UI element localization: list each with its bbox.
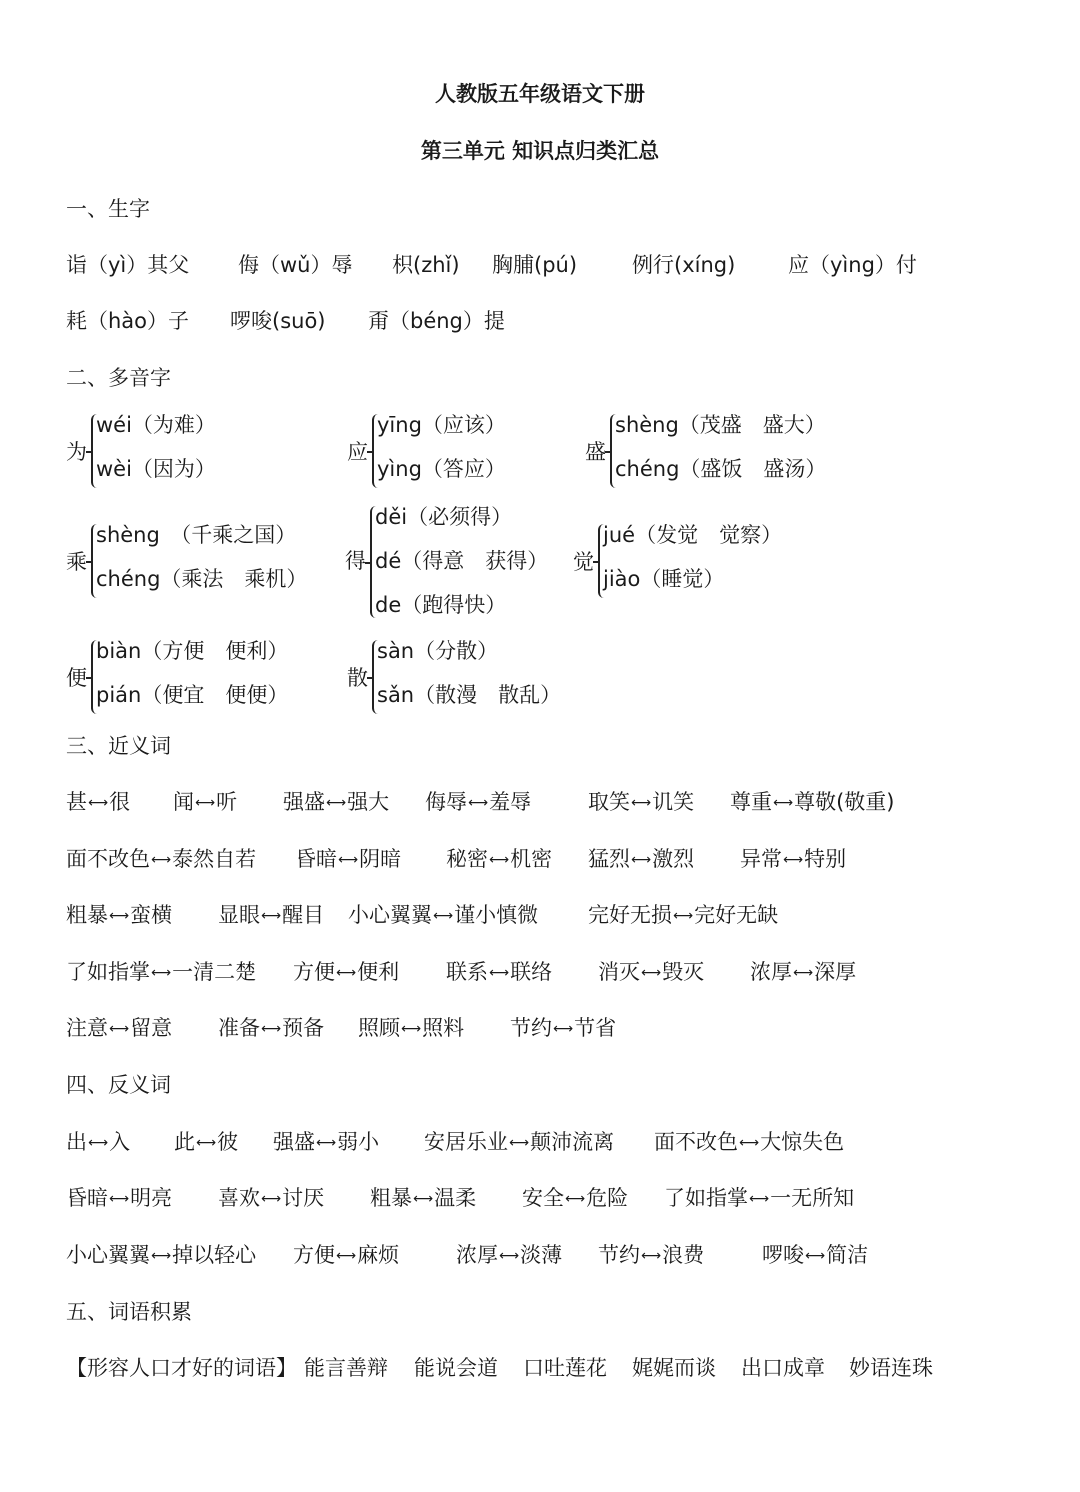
- double-arrow-icon: ⟷: [261, 908, 282, 924]
- double-arrow-icon: ⟷: [151, 852, 172, 868]
- double-arrow-icon: ⟷: [413, 1191, 434, 1207]
- polyphone-reading: pián（便宜 便便）: [96, 683, 289, 707]
- double-arrow-icon: ⟷: [673, 908, 694, 924]
- double-arrow-icon: ⟷: [151, 965, 172, 981]
- synonym-pair: [740, 844, 846, 875]
- double-arrow-icon: ⟷: [749, 1191, 770, 1207]
- word: 注意: [66, 1016, 108, 1040]
- word: 掉以轻心: [172, 1243, 257, 1267]
- double-arrow-icon: ⟷: [336, 1248, 357, 1264]
- section-heading-duoyinzi: 二、多音字: [66, 366, 171, 390]
- double-arrow-icon: ⟷: [316, 1135, 337, 1151]
- word: 大惊失色: [760, 1130, 845, 1154]
- word: 闻: [173, 790, 194, 814]
- polyphone-reading: sàn（分散）: [377, 639, 499, 663]
- double-arrow-icon: ⟷: [631, 795, 652, 811]
- double-arrow-icon: ⟷: [489, 852, 510, 868]
- antonym-pair: [654, 1127, 844, 1158]
- word: 阴暗: [359, 847, 402, 871]
- antonym-pair: [762, 1240, 868, 1271]
- synonym-pair: [358, 1013, 464, 1044]
- word: 粗暴: [370, 1186, 412, 1210]
- synonym-pair: [293, 957, 399, 988]
- word: 浓厚: [750, 960, 792, 984]
- antonym-pair: [218, 1183, 324, 1214]
- word: 侮辱: [425, 790, 467, 814]
- word: 小心翼翼: [348, 903, 432, 927]
- double-arrow-icon: ⟷: [509, 1135, 530, 1151]
- word: 温柔: [434, 1186, 477, 1210]
- word: 强大: [347, 790, 390, 814]
- ciyu-word: 口吐莲花: [523, 1356, 607, 1380]
- word: 面不改色: [654, 1130, 738, 1154]
- double-arrow-icon: ⟷: [565, 1191, 586, 1207]
- word: 入: [109, 1130, 131, 1154]
- ciyu-word: 妙语连珠: [849, 1356, 933, 1380]
- antonym-pair: [456, 1240, 562, 1271]
- double-arrow-icon: ⟷: [336, 965, 357, 981]
- antonym-pair: [66, 1240, 256, 1271]
- word: 尊重: [730, 790, 772, 814]
- word: 听: [216, 790, 238, 814]
- section-heading-ciyujilei: 五、词语积累: [66, 1300, 192, 1324]
- synonym-pair: [173, 787, 237, 818]
- polyphone-reading: wèi（因为）: [96, 457, 216, 481]
- shengzi-item: 诣（yì）其父: [66, 253, 190, 277]
- document-title: 人教版五年级语文下册: [435, 82, 645, 106]
- word: 留意: [130, 1016, 173, 1040]
- word: 安全: [522, 1186, 564, 1210]
- shengzi-item: 例行(xíng): [632, 253, 736, 277]
- polyphone-reading: de（跑得快）: [375, 593, 507, 617]
- synonym-pair: [598, 957, 704, 988]
- word: 显眼: [218, 903, 260, 927]
- synonym-pair: [295, 844, 401, 875]
- double-arrow-icon: ⟷: [489, 965, 510, 981]
- double-arrow-icon: ⟷: [433, 908, 454, 924]
- polyphone-reading: chéng（盛饭 盛汤）: [615, 457, 827, 481]
- double-arrow-icon: ⟷: [468, 795, 489, 811]
- word: 照料: [422, 1016, 465, 1040]
- polyphone-reading: jiào（睡觉）: [603, 567, 725, 591]
- double-arrow-icon: ⟷: [773, 795, 794, 811]
- double-arrow-icon: ⟷: [196, 1135, 217, 1151]
- word: 机密: [510, 847, 553, 871]
- ciyu-word: 出口成章: [741, 1356, 825, 1380]
- word: 完好无缺: [694, 903, 779, 927]
- synonym-pair: [283, 787, 389, 818]
- document-subtitle: 第三单元 知识点归类汇总: [420, 139, 660, 163]
- word: 准备: [218, 1016, 260, 1040]
- polyphone-reading: wéi（为难）: [96, 413, 216, 437]
- word: 出: [66, 1130, 87, 1154]
- word: 一清二楚: [172, 960, 257, 984]
- polyphone-reading: děi（必须得）: [375, 505, 513, 529]
- word: 安居乐业: [424, 1130, 508, 1154]
- synonym-pair: [66, 900, 172, 931]
- word: 醒目: [282, 903, 325, 927]
- word: 泰然自若: [172, 847, 257, 871]
- synonym-pair: [588, 787, 694, 818]
- polyphone-reading: jué（发觉 觉察）: [603, 523, 783, 547]
- synonym-pair: [510, 1013, 616, 1044]
- double-arrow-icon: ⟷: [805, 1248, 826, 1264]
- word: 尊敬(敬重): [794, 790, 895, 814]
- word: 节约: [510, 1016, 552, 1040]
- word: 猛烈: [588, 847, 630, 871]
- double-arrow-icon: ⟷: [641, 1248, 662, 1264]
- antonym-pair: [664, 1183, 854, 1214]
- word: 此: [174, 1130, 195, 1154]
- word: 羞辱: [489, 790, 532, 814]
- synonym-pair: [730, 787, 894, 818]
- antonym-pair: [273, 1127, 379, 1158]
- antonym-pair: [598, 1240, 704, 1271]
- word: 彼: [217, 1130, 239, 1154]
- antonym-pair: [424, 1127, 614, 1158]
- word: 激烈: [652, 847, 695, 871]
- synonym-pair: [218, 1013, 324, 1044]
- synonym-pair: [446, 844, 552, 875]
- shengzi-item: 胸脯(pú): [492, 253, 578, 277]
- ciyu-category-label: 【形容人口才好的词语】: [66, 1356, 297, 1380]
- antonym-pair: [293, 1240, 399, 1271]
- antonym-pair: [66, 1183, 172, 1214]
- double-arrow-icon: ⟷: [401, 1021, 422, 1037]
- double-arrow-icon: ⟷: [109, 1191, 130, 1207]
- polyphone-char: 应: [347, 440, 368, 464]
- word: 讥笑: [652, 790, 695, 814]
- double-arrow-icon: ⟷: [499, 1248, 520, 1264]
- word: 颠沛流离: [530, 1130, 615, 1154]
- double-arrow-icon: ⟷: [109, 1021, 130, 1037]
- word: 啰唆: [762, 1243, 804, 1267]
- word: 预备: [282, 1016, 325, 1040]
- word: 节省: [574, 1016, 617, 1040]
- section-heading-jinyici: 三、近义词: [66, 734, 171, 758]
- polyphone-char: 乘: [66, 550, 87, 574]
- word: 一无所知: [770, 1186, 855, 1210]
- word: 方便: [293, 960, 335, 984]
- word: 粗暴: [66, 903, 108, 927]
- word: 甚: [66, 790, 87, 814]
- double-arrow-icon: ⟷: [641, 965, 662, 981]
- word: 联络: [510, 960, 553, 984]
- word: 浓厚: [456, 1243, 498, 1267]
- polyphone-reading: sǎn（散漫 散乱）: [377, 683, 562, 707]
- word: 蛮横: [130, 903, 173, 927]
- double-arrow-icon: ⟷: [261, 1021, 282, 1037]
- polyphone-char: 便: [66, 666, 87, 690]
- word: 消灭: [598, 960, 640, 984]
- double-arrow-icon: ⟷: [88, 795, 109, 811]
- word: 危险: [586, 1186, 629, 1210]
- word: 方便: [293, 1243, 335, 1267]
- double-arrow-icon: ⟷: [338, 852, 359, 868]
- double-arrow-icon: ⟷: [151, 1248, 172, 1264]
- polyphone-char: 盛: [585, 440, 606, 464]
- double-arrow-icon: ⟷: [109, 908, 130, 924]
- synonym-pair: [446, 957, 552, 988]
- shengzi-item: 甭（béng）提: [368, 309, 505, 333]
- polyphone-reading: shèng（茂盛 盛大）: [615, 413, 826, 437]
- synonym-pair: [218, 900, 324, 931]
- word: 取笑: [588, 790, 630, 814]
- synonym-pair: [750, 957, 856, 988]
- synonym-pair: [66, 957, 256, 988]
- word: 很: [109, 790, 131, 814]
- ciyu-word: 娓娓而谈: [632, 1356, 716, 1380]
- word: 照顾: [358, 1016, 400, 1040]
- double-arrow-icon: ⟷: [793, 965, 814, 981]
- synonym-pair: [588, 844, 694, 875]
- antonym-pair: [66, 1127, 130, 1158]
- word: 面不改色: [66, 847, 150, 871]
- section-heading-fanyici: 四、反义词: [66, 1073, 171, 1097]
- double-arrow-icon: ⟷: [783, 852, 804, 868]
- double-arrow-icon: ⟷: [195, 795, 216, 811]
- word: 喜欢: [218, 1186, 260, 1210]
- polyphone-reading: shèng （千乘之国）: [96, 523, 297, 547]
- polyphone-char: 得: [345, 549, 366, 573]
- word: 简洁: [826, 1243, 869, 1267]
- word: 便利: [357, 960, 400, 984]
- polyphone-char: 觉: [573, 550, 594, 574]
- word: 了如指掌: [66, 960, 150, 984]
- word: 强盛: [283, 790, 325, 814]
- word: 毁灭: [662, 960, 705, 984]
- shengzi-item: 耗（hào）子: [66, 309, 190, 333]
- word: 节约: [598, 1243, 640, 1267]
- word: 异常: [740, 847, 782, 871]
- double-arrow-icon: ⟷: [326, 795, 347, 811]
- polyphone-reading: yīng（应该）: [377, 413, 506, 437]
- word: 麻烦: [357, 1243, 400, 1267]
- ciyu-word: 能言善辩: [304, 1356, 388, 1380]
- word: 了如指掌: [664, 1186, 748, 1210]
- polyphone-reading: chéng（乘法 乘机）: [96, 567, 308, 591]
- word: 讨厌: [282, 1186, 325, 1210]
- polyphone-reading: yìng（答应）: [377, 457, 506, 481]
- double-arrow-icon: ⟷: [261, 1191, 282, 1207]
- shengzi-item: 侮（wǔ）辱: [238, 253, 353, 277]
- word: 谨小慎微: [454, 903, 539, 927]
- polyphone-reading: biàn（方便 便利）: [96, 639, 289, 663]
- word: 强盛: [273, 1130, 315, 1154]
- shengzi-item: 枳(zhǐ): [392, 253, 460, 277]
- double-arrow-icon: ⟷: [739, 1135, 760, 1151]
- word: 深厚: [814, 960, 857, 984]
- synonym-pair: [588, 900, 778, 931]
- word: 淡薄: [520, 1243, 563, 1267]
- word: 弱小: [337, 1130, 380, 1154]
- polyphone-reading: dé（得意 获得）: [375, 549, 549, 573]
- antonym-pair: [522, 1183, 628, 1214]
- word: 完好无损: [588, 903, 672, 927]
- shengzi-item: 啰唆(suō): [230, 309, 326, 333]
- double-arrow-icon: ⟷: [88, 1135, 109, 1151]
- word: 联系: [446, 960, 488, 984]
- double-arrow-icon: ⟷: [631, 852, 652, 868]
- ciyu-word: 能说会道: [414, 1356, 498, 1380]
- word: 昏暗: [66, 1186, 108, 1210]
- word: 秘密: [446, 847, 488, 871]
- shengzi-item: 应（yìng）付: [788, 253, 917, 277]
- synonym-pair: [66, 844, 256, 875]
- antonym-pair: [370, 1183, 476, 1214]
- word: 小心翼翼: [66, 1243, 150, 1267]
- word: 昏暗: [295, 847, 337, 871]
- synonym-pair: [425, 787, 531, 818]
- word: 特别: [804, 847, 847, 871]
- word: 明亮: [130, 1186, 173, 1210]
- word: 浪费: [662, 1243, 705, 1267]
- section-heading-shengzi: 一、生字: [66, 197, 150, 221]
- double-arrow-icon: ⟷: [553, 1021, 574, 1037]
- polyphone-char: 为: [66, 440, 87, 464]
- synonym-pair: [66, 1013, 172, 1044]
- antonym-pair: [174, 1127, 238, 1158]
- polyphone-char: 散: [347, 666, 368, 690]
- synonym-pair: [66, 787, 130, 818]
- synonym-pair: [348, 900, 538, 931]
